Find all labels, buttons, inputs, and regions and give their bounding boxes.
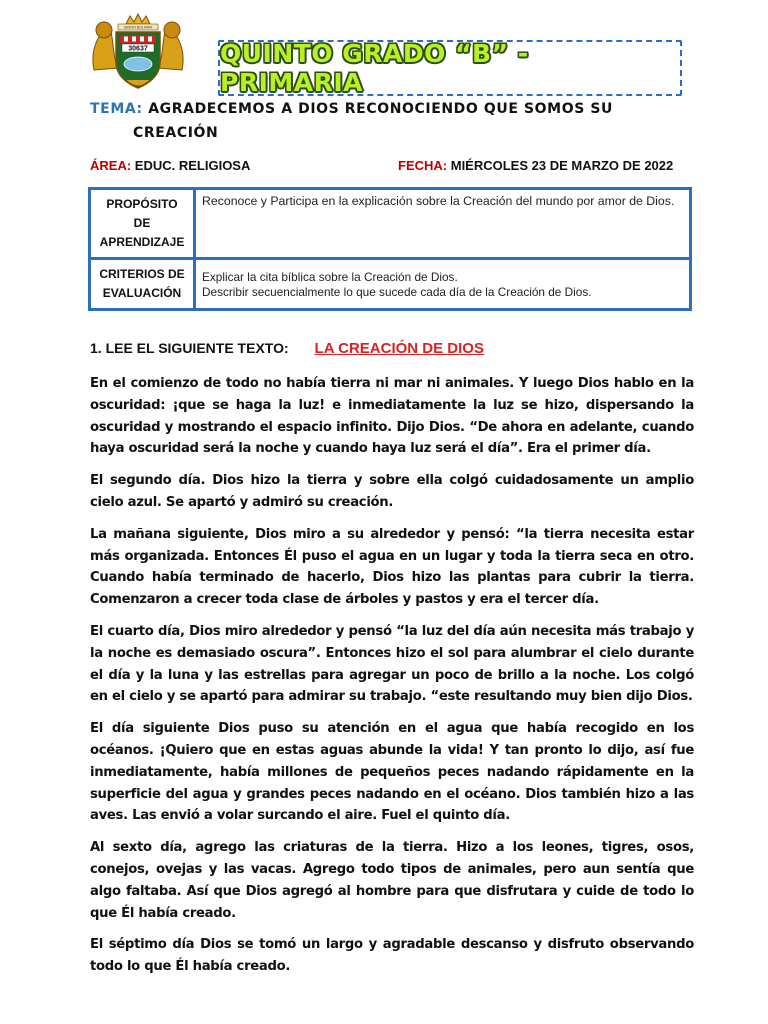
story-paragraph: Al sexto día, agrego las criaturas de la tierra. Hizo a los leones, tigres, osos, conejos, ovejas y las vacas. Agrego todo tipos de animales, pero aun sentía que algo faltaba. Así que Dios agregó al hombre para que disfrutara y cuide de todo lo que Él había creado.: [90, 840, 694, 921]
criteria-header-cell: [90, 259, 195, 310]
topic-line-2: CREACIÓN: [133, 125, 219, 141]
purpose-header-line: PROPÓSITO: [106, 197, 178, 211]
crest-banner-text: SIMON BOLIVAR: [123, 25, 153, 30]
purpose-header-cell: [90, 189, 195, 259]
criteria-header-line: CRITERIOS DE: [99, 267, 185, 281]
story-paragraph: El séptimo día Dios se tomó un largo y agradable descanso y disfruto observando todo lo que Él había creado.: [90, 937, 694, 975]
grade-title-banner: [218, 40, 682, 96]
story-paragraph: El segundo día. Dios hizo la tierra y sobre ella colgó cuidadosamente un amplio cielo azul. Se apartó y admiró su creación.: [90, 473, 694, 510]
story-paragraph: La mañana siguiente, Dios miro a su alrededor y pensó: “la tierra necesita estar más organizada. Entonces Él puso el agua en un lugar y toda la tierra seca en otro. Cuando había terminado de hacerlo, Dios hizo las plantas para cubrir la tierra. Comenzaron a crecer toda clase de árboles y pastos y era el tercer día.: [90, 526, 694, 608]
purpose-text: Reconoce y Participa en la explicación sobre la Creación del mundo por amor de Dios.: [202, 194, 675, 208]
purpose-header-line: DE: [133, 216, 151, 230]
area-field: [90, 158, 250, 173]
grade-title: QUINTO GRADO “B” - PRIMARIA: [220, 39, 529, 97]
table-row: [90, 259, 691, 310]
topic-label: TEMA:: [90, 101, 143, 117]
reading-section-heading: [90, 340, 484, 357]
table-row: [90, 189, 691, 259]
area-value: EDUC. RELIGIOSA: [134, 158, 251, 173]
date-label: FECHA:: [398, 158, 448, 173]
topic-line-1: AGRADECEMOS A DIOS RECONOCIENDO QUE SOMOS SU: [148, 101, 614, 117]
area-label: ÁREA:: [90, 158, 132, 173]
story-paragraph: En el comienzo de todo no había tierra ni mar ni animales. Y luego Dios hablo en la oscuridad: ¡que se haga la luz! e inmediatamente la luz se hizo, dispersando la oscuridad y mostrando el espacio infinito. Dijo Dios. “De ahora en adelante, cuando haya oscuridad será la noche y cuando haya luz será el día”. Era el primer día.: [90, 376, 694, 457]
school-crest-logo: [88, 10, 188, 98]
topic-heading: [90, 97, 690, 145]
purpose-text-cell: [195, 189, 691, 259]
criteria-text-cell: [195, 259, 691, 310]
learning-objectives-table: [88, 187, 692, 311]
criteria-header-line: EVALUACIÓN: [102, 286, 182, 300]
crest-number: 30637: [128, 45, 148, 53]
story-paragraph: El día siguiente Dios puso su atención en el agua que había recogido en los océanos. ¡Quiero que en estas aguas abunde la vida! Y tan pronto lo dijo, así fue inmediatamente, había millones de pequeños peces nadando rápidamente en la superficie del agua y grandes peces nadando en el océano. Dios también hizo a las aves. Las envió a volar surcando el aire. Fuel el quinto día.: [90, 721, 694, 824]
creation-story-text: [90, 373, 694, 988]
date-field: [398, 158, 673, 173]
purpose-header-line: APRENDIZAJE: [99, 235, 185, 249]
date-value: MIÉRCOLES 23 DE MARZO DE 2022: [450, 158, 674, 173]
reading-title: LA CREACIÓN DE DIOS: [314, 340, 484, 357]
story-paragraph: El cuarto día, Dios miro alrededor y pensó “la luz del día aún necesita más trabajo y la noche es demasiado oscura”. Entonces hizo el sol para alumbrar el cielo durante el día y la luna y las estrellas para agregar un poco de brillo a la noche. Los colgó en el cielo y se apartó para admirar su trabajo. “este resultando muy bien dijo Dios.: [90, 623, 694, 705]
criteria-item: Describir secuencialmente lo que sucede cada día de la Creación de Dios.: [202, 285, 592, 299]
reading-instruction: 1. LEE EL SIGUIENTE TEXTO:: [90, 340, 289, 356]
criteria-item: Explicar la cita bíblica sobre la Creación de Dios.: [202, 270, 458, 284]
